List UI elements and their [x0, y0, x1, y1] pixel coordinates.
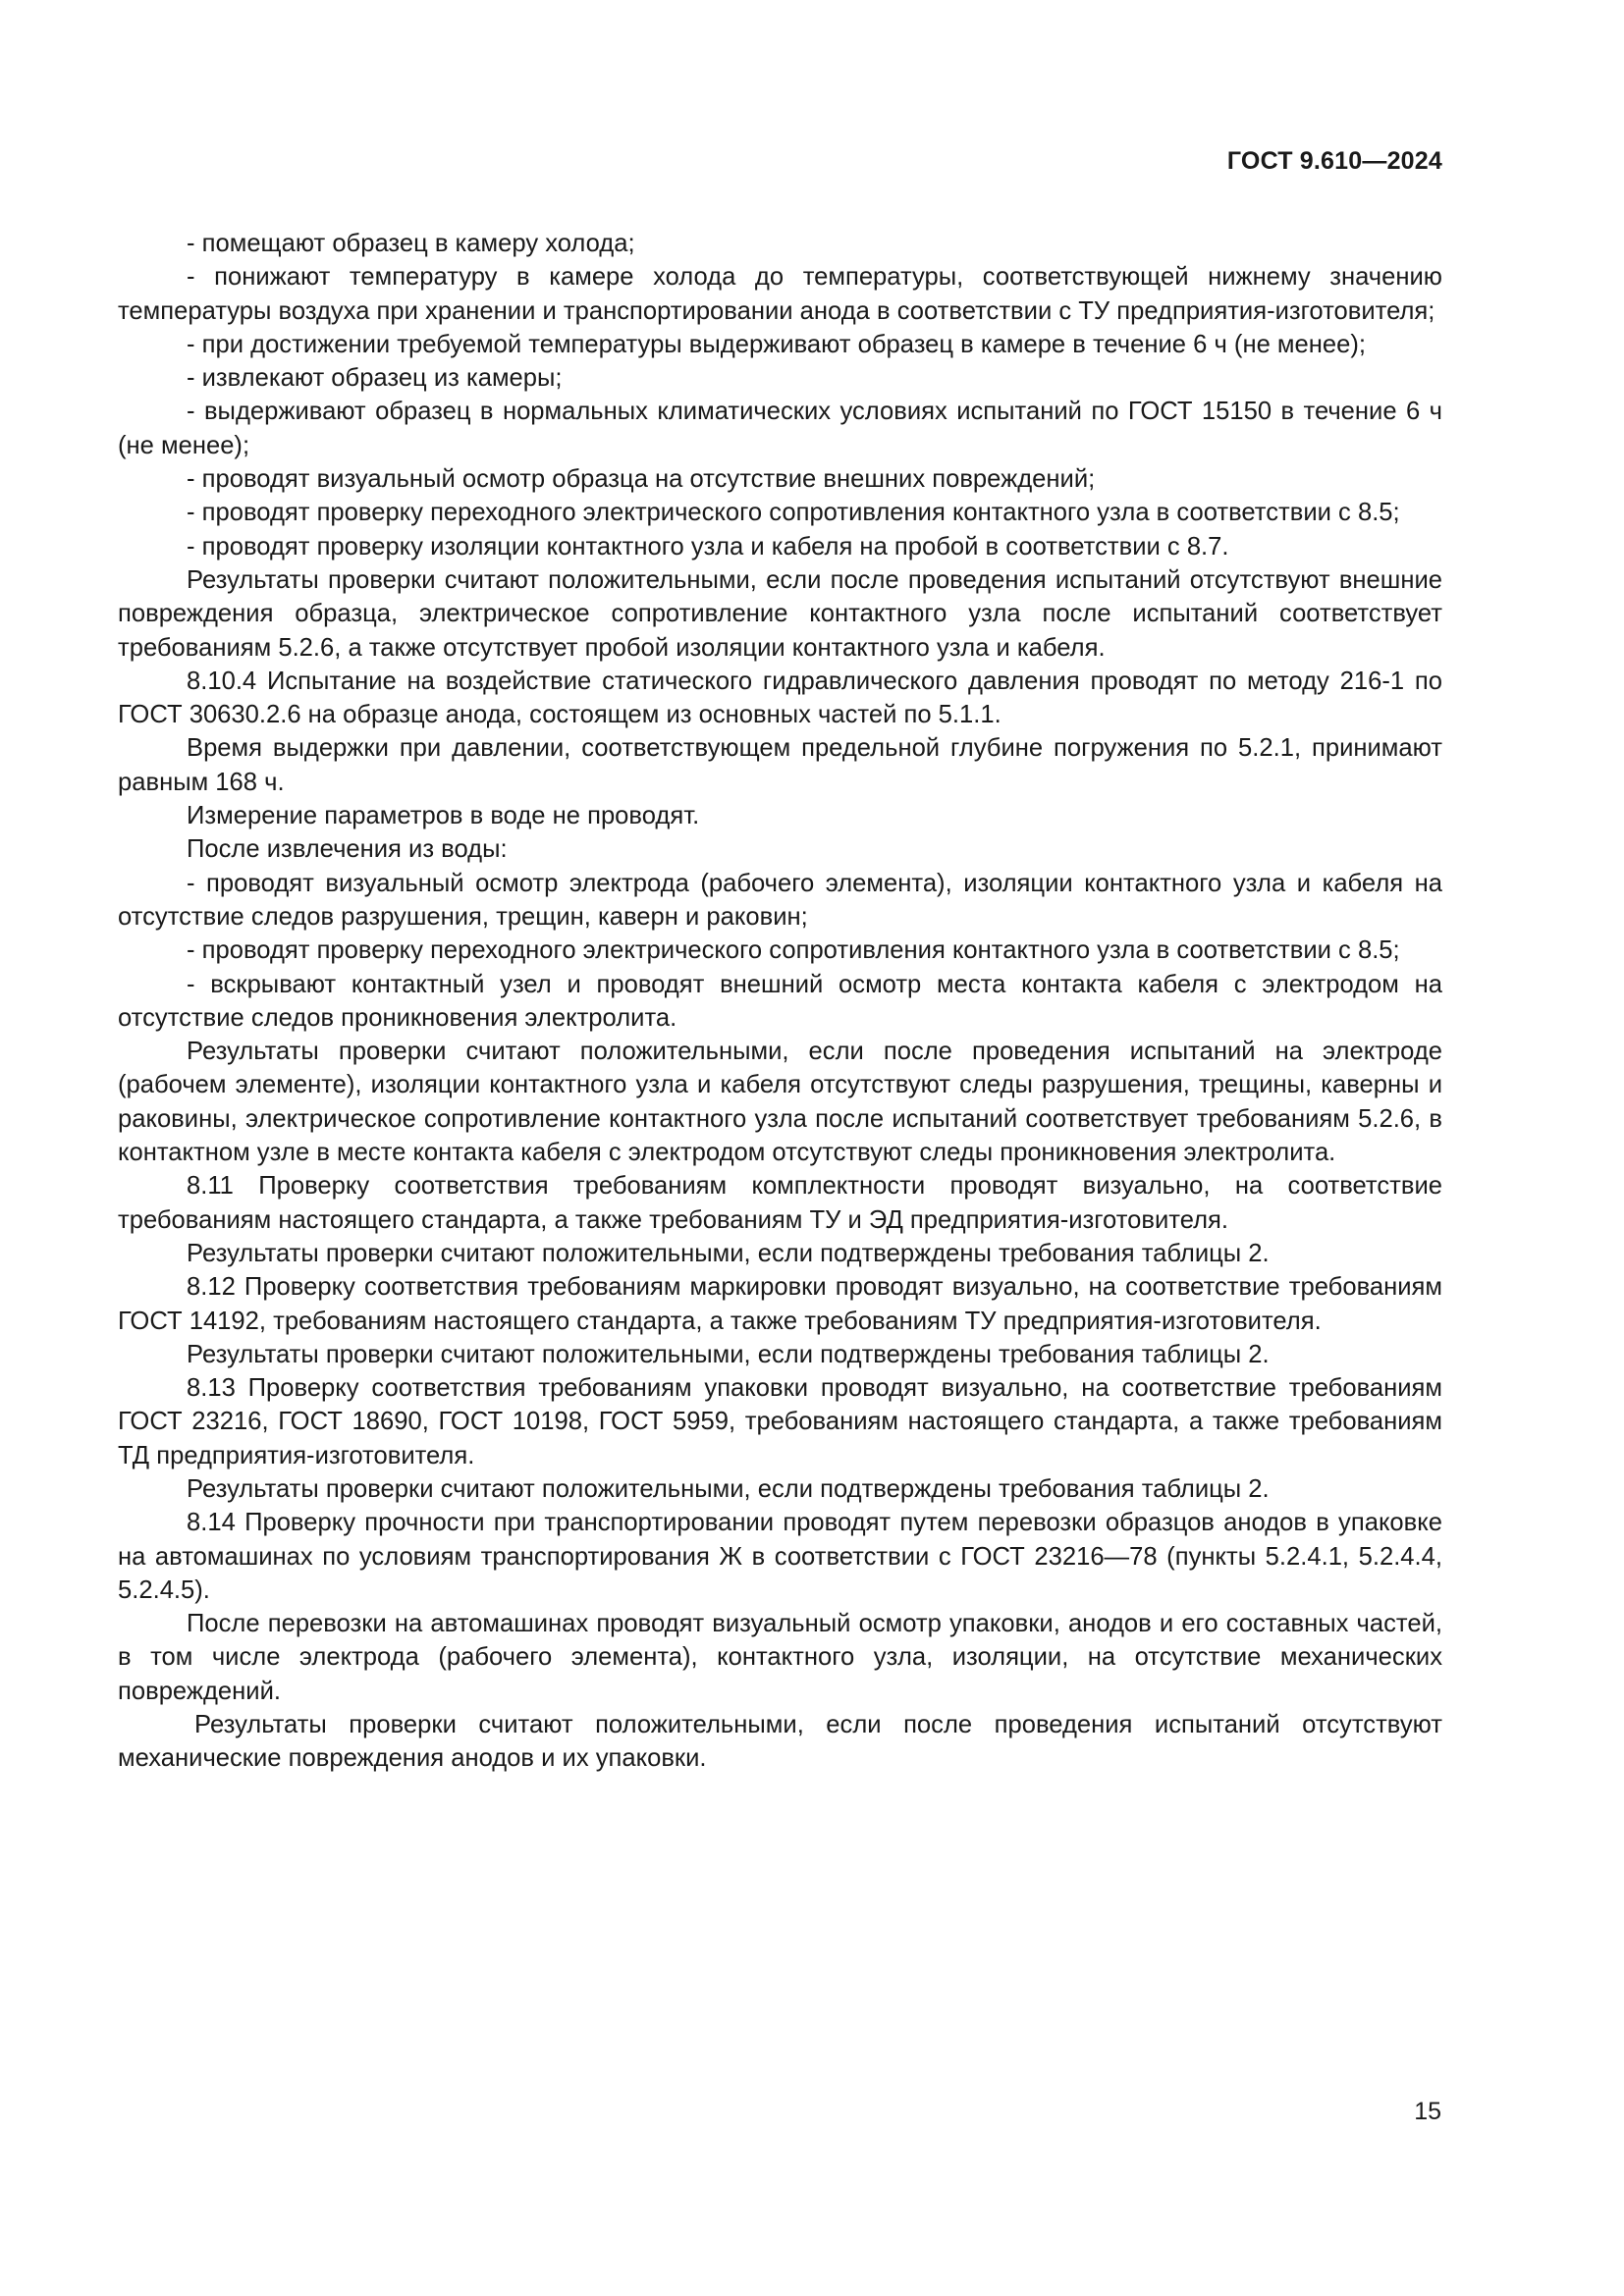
- paragraph: - помещают образец в камеру холода;: [187, 230, 635, 257]
- paragraph: 8.11 Проверку соответствия требованиям комплектности проводят визуально, на соответствие требованиям настоящего стандарта, а также требованиям ТУ и ЭД предприятия-изготовителя.: [118, 1172, 1442, 1234]
- paragraph: Результаты проверки считают положительными, если после проведения испытаний отсутствуют внешние повреждения образца, электрическое сопротивление контактного узла после испытаний соответствует требованиям 5.2.6, а также отсутствует пробой изоляции контактного узла и кабеля.: [118, 565, 1442, 662]
- paragraph: - проводят визуальный осмотр электрода (рабочего элемента), изоляции контактного узла и кабеля на отсутствие следов разрушения, трещин, каверн и раковин;: [118, 869, 1442, 931]
- paragraph: - вскрывают контактный узел и проводят внешний осмотр места контакта кабеля с электродом на отсутствие следов проникновения электролита.: [118, 970, 1442, 1032]
- paragraph: - понижают температуру в камере холода до температуры, соответствующей нижнему значению температуры воздуха при хранении и транспортировании анода в соответствии с ТУ предприятия-изготовителя;: [118, 263, 1442, 325]
- paragraph: Результаты проверки считают положительными, если после проведения испытаний отсутствуют механические повреждения анодов и их упаковки.: [118, 1711, 1442, 1773]
- paragraph: Измерение параметров в воде не проводят.: [187, 802, 700, 830]
- paragraph: Результаты проверки считают положительными, если подтверждены требования таблицы 2.: [187, 1239, 1270, 1267]
- paragraph: - выдерживают образец в нормальных климатических условиях испытаний по ГОСТ 15150 в течение 6 ч (не менее);: [118, 398, 1442, 459]
- paragraph: После перевозки на автомашинах проводят визуальный осмотр упаковки, анодов и его составных частей, в том числе электрода (рабочего элемента), контактного узла, изоляции, на отсутствие механических повреждений.: [118, 1610, 1442, 1705]
- document-header: ГОСТ 9.610—2024: [1226, 147, 1442, 175]
- document-body: [118, 227, 1442, 1776]
- paragraph: Результаты проверки считают положительными, если после проведения испытаний на электроде (рабочем элементе), изоляции контактного узла и кабеля отсутствуют следы разрушения, трещины, каверны и раковины, электрическое сопротивление контактного узла после испытаний соответствует требованиям 5.2.6, в контактном узле в месте контакта кабеля с электродом отсутствуют следы проникновения электролита.: [118, 1038, 1442, 1167]
- paragraph: 8.14 Проверку прочности при транспортировании проводят путем перевозки образцов анодов в упаковке на автомашинах по условиям транспортирования Ж в соответствии с ГОСТ 23216—78 (пункты 5.2.4.1, 5.2.4.4, 5.2.4.5).: [118, 1509, 1442, 1604]
- paragraph: - при достижении требуемой температуры выдерживают образец в камере в течение 6 ч (не менее);: [187, 330, 1366, 358]
- page-number: 15: [1414, 2098, 1441, 2125]
- paragraph: 8.12 Проверку соответствия требованиям маркировки проводят визуально, на соответствие требованиям ГОСТ 14192, требованиям настоящего стандарта, а также требованиям ТУ предприятия-изготовителя.: [118, 1273, 1442, 1335]
- paragraph: - проводят визуальный осмотр образца на отсутствие внешних повреждений;: [187, 465, 1096, 494]
- paragraph: - извлекают образец из камеры;: [187, 364, 563, 393]
- paragraph: - проводят проверку изоляции контактного узла и кабеля на пробой в соответствии с 8.7.: [187, 532, 1229, 561]
- paragraph: Время выдержки при давлении, соответствующем предельной глубине погружения по 5.2.1, принимают равным 168 ч.: [118, 734, 1442, 796]
- paragraph: - проводят проверку переходного электрического сопротивления контактного узла в соответствии с 8.5;: [187, 936, 1400, 965]
- paragraph: 8.10.4 Испытание на воздействие статического гидравлического давления проводят по методу 216-1 по ГОСТ 30630.2.6 на образце анода, состоящем из основных частей по 5.1.1.: [118, 667, 1442, 729]
- paragraph: После извлечения из воды:: [187, 835, 508, 864]
- paragraph: Результаты проверки считают положительными, если подтверждены требования таблицы 2.: [187, 1474, 1270, 1503]
- paragraph: 8.13 Проверку соответствия требованиям упаковки проводят визуально, на соответствие требованиям ГОСТ 23216, ГОСТ 18690, ГОСТ 10198, ГОСТ 5959, требованиям настоящего стандарта, а также требованиям ТД предприятия-изготовителя.: [118, 1374, 1442, 1469]
- paragraph: - проводят проверку переходного электрического сопротивления контактного узла в соответствии с 8.5;: [187, 499, 1400, 527]
- paragraph: Результаты проверки считают положительными, если подтверждены требования таблицы 2.: [187, 1340, 1270, 1368]
